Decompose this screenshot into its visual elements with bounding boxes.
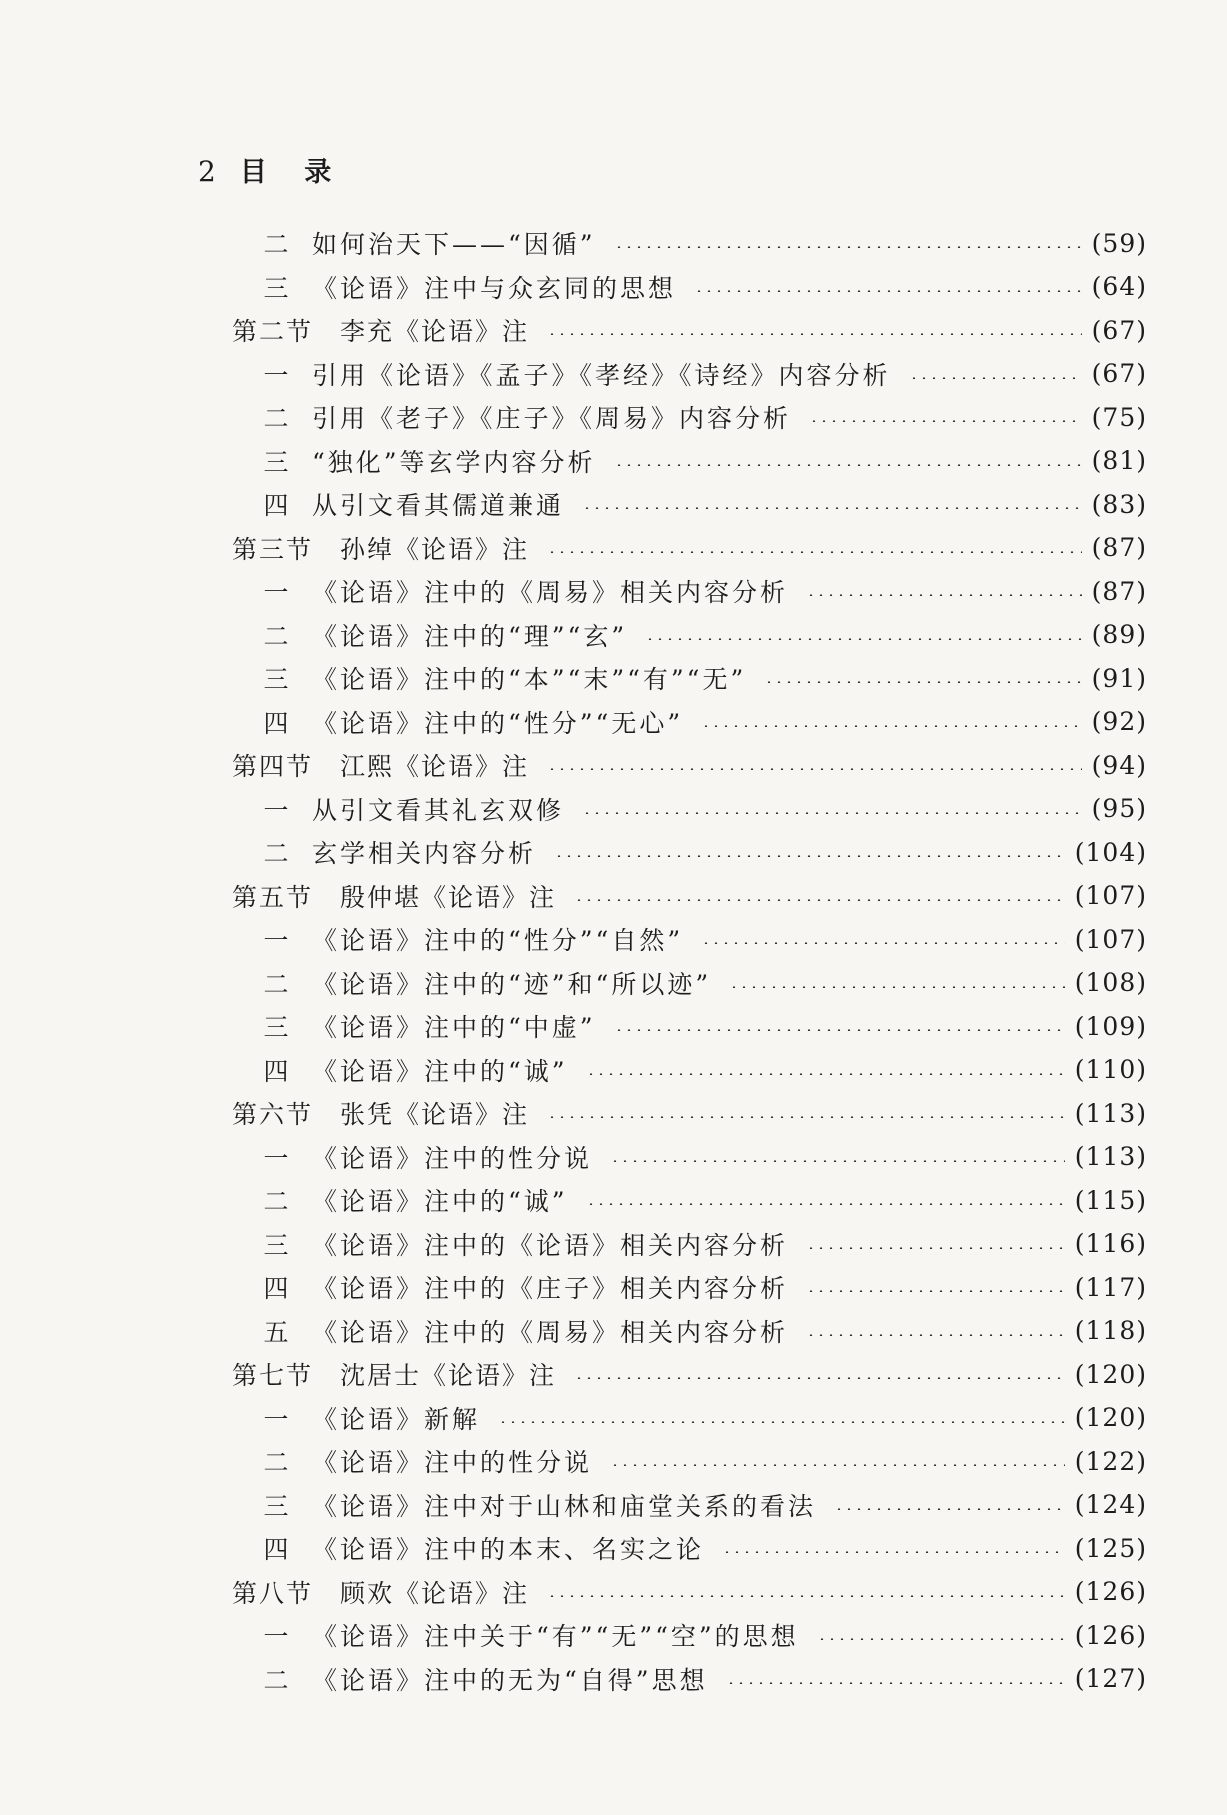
- toc-page-number: (87): [1091, 533, 1147, 562]
- toc-item-row: [0, 1223, 1227, 1265]
- dot-leader: [574, 1377, 1065, 1379]
- toc-item-title: 《论语》注中与众玄同的思想: [312, 273, 677, 303]
- toc-item-number: 三: [263, 1491, 289, 1521]
- page-title: 目 录: [239, 157, 346, 188]
- toc-item-number: 三: [263, 1230, 289, 1260]
- toc-page-number: (95): [1091, 794, 1147, 823]
- toc-item-title: 从引文看其礼玄双修: [312, 795, 565, 825]
- dot-leader: [764, 681, 1082, 683]
- toc-page-number: (122): [1074, 1446, 1147, 1476]
- toc-item-row: [0, 1658, 1227, 1700]
- toc-item-title: 如何治天下——“因循”: [312, 230, 596, 259]
- toc-section-title: 第七节 沈居士《论语》注: [232, 1361, 557, 1390]
- toc-page-number: (117): [1074, 1272, 1147, 1302]
- toc-item-row: [0, 1005, 1227, 1047]
- toc-section-row: [0, 875, 1227, 917]
- toc-item-row: [0, 266, 1227, 308]
- toc-item-number: 二: [263, 1665, 289, 1695]
- toc-item-title: 《论语》注中的“诚”: [312, 1187, 568, 1216]
- dot-leader: [586, 1203, 1065, 1205]
- toc-item-row: [0, 1049, 1227, 1091]
- toc-item-title: 《论语》注中的《论语》相关内容分析: [312, 1230, 789, 1260]
- dot-leader: [722, 1551, 1065, 1553]
- dot-leader: [610, 1160, 1065, 1162]
- dot-leader: [645, 638, 1082, 640]
- dot-leader: [726, 1682, 1065, 1684]
- toc-section-title: 第三节 孙绰《论语》注: [232, 534, 530, 564]
- toc-page-number: (115): [1074, 1185, 1147, 1215]
- toc-item-row: [0, 1266, 1227, 1308]
- toc-page-number: (64): [1091, 272, 1147, 301]
- dot-leader: [834, 1508, 1065, 1510]
- toc-item-row: [0, 1397, 1227, 1439]
- dot-leader: [806, 1290, 1065, 1292]
- toc-item-row: [0, 440, 1227, 482]
- toc-page-number: (126): [1074, 1577, 1147, 1606]
- toc-item-row: [0, 1136, 1227, 1178]
- toc-item-title: 《论语》注中的本末、名实之论: [312, 1535, 705, 1564]
- toc-item-number: 二: [263, 404, 289, 433]
- toc-section-title: 第六节 张凭《论语》注: [232, 1100, 530, 1129]
- toc-page-number: (113): [1074, 1142, 1147, 1171]
- toc-item-number: 四: [263, 1535, 289, 1564]
- toc-item-title: 《论语》新解: [312, 1404, 481, 1434]
- toc-item-title: “独化”等玄学内容分析: [312, 447, 596, 477]
- toc-item-number: 一: [263, 578, 289, 607]
- toc-page-number: (59): [1091, 228, 1147, 258]
- toc-page-number: (125): [1074, 1533, 1147, 1563]
- toc-item-title: 《论语》注中的无为“自得”思想: [312, 1665, 708, 1695]
- toc-item-title: 《论语》注中的《庄子》相关内容分析: [312, 1274, 789, 1303]
- toc-item-number: 四: [263, 1056, 289, 1086]
- toc-section-title: 第二节 李充《论语》注: [232, 317, 530, 346]
- toc-item-title: 从引文看其儒道兼通: [312, 491, 565, 520]
- toc-page-number: (94): [1091, 750, 1147, 780]
- toc-section-title: 第八节 顾欢《论语》注: [232, 1578, 530, 1608]
- toc-item-row: [0, 1527, 1227, 1569]
- toc-section-title: 第四节 江熙《论语》注: [232, 752, 530, 781]
- dot-leader: [806, 594, 1082, 596]
- toc-item-number: 二: [263, 230, 289, 259]
- toc-section-row: [0, 527, 1227, 569]
- dot-leader: [547, 1116, 1065, 1118]
- toc-item-row: [0, 396, 1227, 438]
- toc-item-number: 四: [263, 1274, 289, 1303]
- toc-page-number: (126): [1074, 1620, 1147, 1650]
- toc-page-number: (109): [1074, 1011, 1147, 1041]
- toc-item-number: 一: [263, 1404, 289, 1434]
- toc-item-title: 《论语》注中的“本”“末”“有”“无”: [312, 665, 747, 694]
- toc-item-row: [0, 918, 1227, 960]
- toc-item-row: [0, 788, 1227, 830]
- toc-item-row: [0, 1310, 1227, 1352]
- toc-item-number: 二: [263, 1448, 289, 1477]
- toc-item-row: [0, 1440, 1227, 1482]
- dot-leader: [701, 725, 1082, 727]
- toc-item-row: [0, 701, 1227, 743]
- dot-leader: [614, 246, 1082, 248]
- toc-page-number: (110): [1074, 1055, 1147, 1084]
- toc-page-number: (120): [1074, 1403, 1147, 1432]
- toc-item-number: 三: [263, 1013, 289, 1042]
- toc-page-number: (127): [1074, 1664, 1147, 1693]
- toc-section-row: [0, 1353, 1227, 1395]
- toc-item-number: 三: [263, 665, 289, 694]
- dot-leader: [806, 1334, 1065, 1336]
- toc-page-number: (107): [1074, 924, 1147, 954]
- toc-item-title: 《论语》注中的“性分”“自然”: [312, 926, 684, 955]
- dot-leader: [547, 551, 1082, 553]
- toc-item-title: 《论语》注中的“性分”“无心”: [312, 708, 684, 738]
- toc-item-number: 三: [263, 447, 289, 477]
- dot-leader: [694, 290, 1082, 292]
- toc-page-number: (67): [1091, 315, 1147, 345]
- toc-page-number: (113): [1074, 1098, 1147, 1128]
- toc-item-number: 三: [263, 273, 289, 303]
- toc-item-row: [0, 222, 1227, 264]
- dot-leader: [614, 464, 1082, 466]
- toc-page-number: (87): [1091, 576, 1147, 606]
- toc-page-number: (124): [1074, 1490, 1147, 1519]
- dot-leader: [610, 1464, 1065, 1466]
- toc-page-number: (120): [1074, 1359, 1147, 1389]
- toc-page-number: (83): [1091, 489, 1147, 519]
- toc-page-number: (91): [1091, 663, 1147, 693]
- dot-leader: [586, 1073, 1065, 1075]
- dot-leader: [909, 377, 1082, 379]
- toc-section-row: [0, 1571, 1227, 1613]
- toc-item-title: 《论语》注中的“迹”和“所以迹”: [312, 969, 712, 999]
- dot-leader: [574, 899, 1065, 901]
- toc-item-title: 《论语》注中的《周易》相关内容分析: [312, 1317, 789, 1347]
- toc-item-title: 《论语》注中的性分说: [312, 1143, 593, 1173]
- dot-leader: [817, 1638, 1065, 1640]
- toc-item-row: [0, 483, 1227, 525]
- toc-item-row: [0, 570, 1227, 612]
- toc-item-title: 《论语》注中的性分说: [312, 1448, 593, 1477]
- toc-section-row: [0, 1092, 1227, 1134]
- toc-item-number: 二: [263, 1187, 289, 1216]
- toc-item-number: 四: [263, 708, 289, 738]
- dot-leader: [701, 942, 1065, 944]
- toc-item-row: [0, 657, 1227, 699]
- toc-item-title: 《论语》注中的“中虚”: [312, 1013, 596, 1042]
- dot-leader: [806, 1247, 1065, 1249]
- toc-page-number: (107): [1074, 881, 1147, 910]
- toc-page-number: (81): [1091, 446, 1147, 475]
- toc-item-number: 一: [263, 1143, 289, 1173]
- toc-page-number: (75): [1091, 402, 1147, 432]
- page-header: [198, 150, 345, 189]
- dot-leader: [554, 855, 1065, 857]
- toc-item-number: 一: [263, 360, 289, 390]
- toc-item-row: [0, 614, 1227, 656]
- toc-item-number: 一: [263, 926, 289, 955]
- toc-item-title: 《论语》注中的《周易》相关内容分析: [312, 578, 789, 607]
- toc-section-row: [0, 309, 1227, 351]
- toc-item-number: 二: [263, 839, 289, 868]
- toc-page-number: (67): [1091, 359, 1147, 388]
- toc-item-number: 四: [263, 491, 289, 520]
- toc-item-row: [0, 1484, 1227, 1526]
- toc-item-title: 《论语》注中关于“有”“无”“空”的思想: [312, 1622, 799, 1651]
- toc-item-number: 一: [263, 1622, 289, 1651]
- toc-section-title: 第五节 殷仲堪《论语》注: [232, 882, 557, 912]
- dot-leader: [809, 420, 1082, 422]
- toc-item-number: 五: [263, 1317, 289, 1347]
- toc-item-title: 《论语》注中的“理”“玄”: [312, 621, 628, 651]
- dot-leader: [547, 768, 1082, 770]
- toc-item-title: 引用《论语》《孟子》《孝经》《诗经》内容分析: [312, 360, 891, 390]
- toc-item-title: 玄学相关内容分析: [312, 839, 537, 868]
- toc-item-row: [0, 1179, 1227, 1221]
- toc-page-number: (92): [1091, 707, 1147, 736]
- toc-item-row: [0, 831, 1227, 873]
- toc-section-row: [0, 744, 1227, 786]
- dot-leader: [729, 986, 1065, 988]
- toc-page-number: (118): [1074, 1316, 1147, 1345]
- toc-page-number: (89): [1091, 620, 1147, 649]
- page-number: 2: [198, 155, 218, 188]
- toc-item-number: 一: [263, 795, 289, 825]
- toc-item-title: 《论语》注中对于山林和庙堂关系的看法: [312, 1491, 817, 1521]
- toc-item-number: 二: [263, 621, 289, 651]
- toc-item-title: 《论语》注中的“诚”: [312, 1056, 568, 1086]
- toc-item-row: [0, 353, 1227, 395]
- toc-page-number: (104): [1074, 837, 1147, 867]
- toc-page-number: (108): [1074, 968, 1147, 997]
- dot-leader: [614, 1029, 1065, 1031]
- toc-item-row: [0, 962, 1227, 1004]
- dot-leader: [582, 507, 1082, 509]
- toc-page-number: (116): [1074, 1229, 1147, 1258]
- dot-leader: [582, 812, 1082, 814]
- toc-item-title: 引用《老子》《庄子》《周易》内容分析: [312, 404, 792, 433]
- dot-leader: [547, 1595, 1065, 1597]
- toc-item-number: 二: [263, 969, 289, 999]
- dot-leader: [547, 333, 1082, 335]
- toc-item-row: [0, 1614, 1227, 1656]
- dot-leader: [498, 1421, 1065, 1423]
